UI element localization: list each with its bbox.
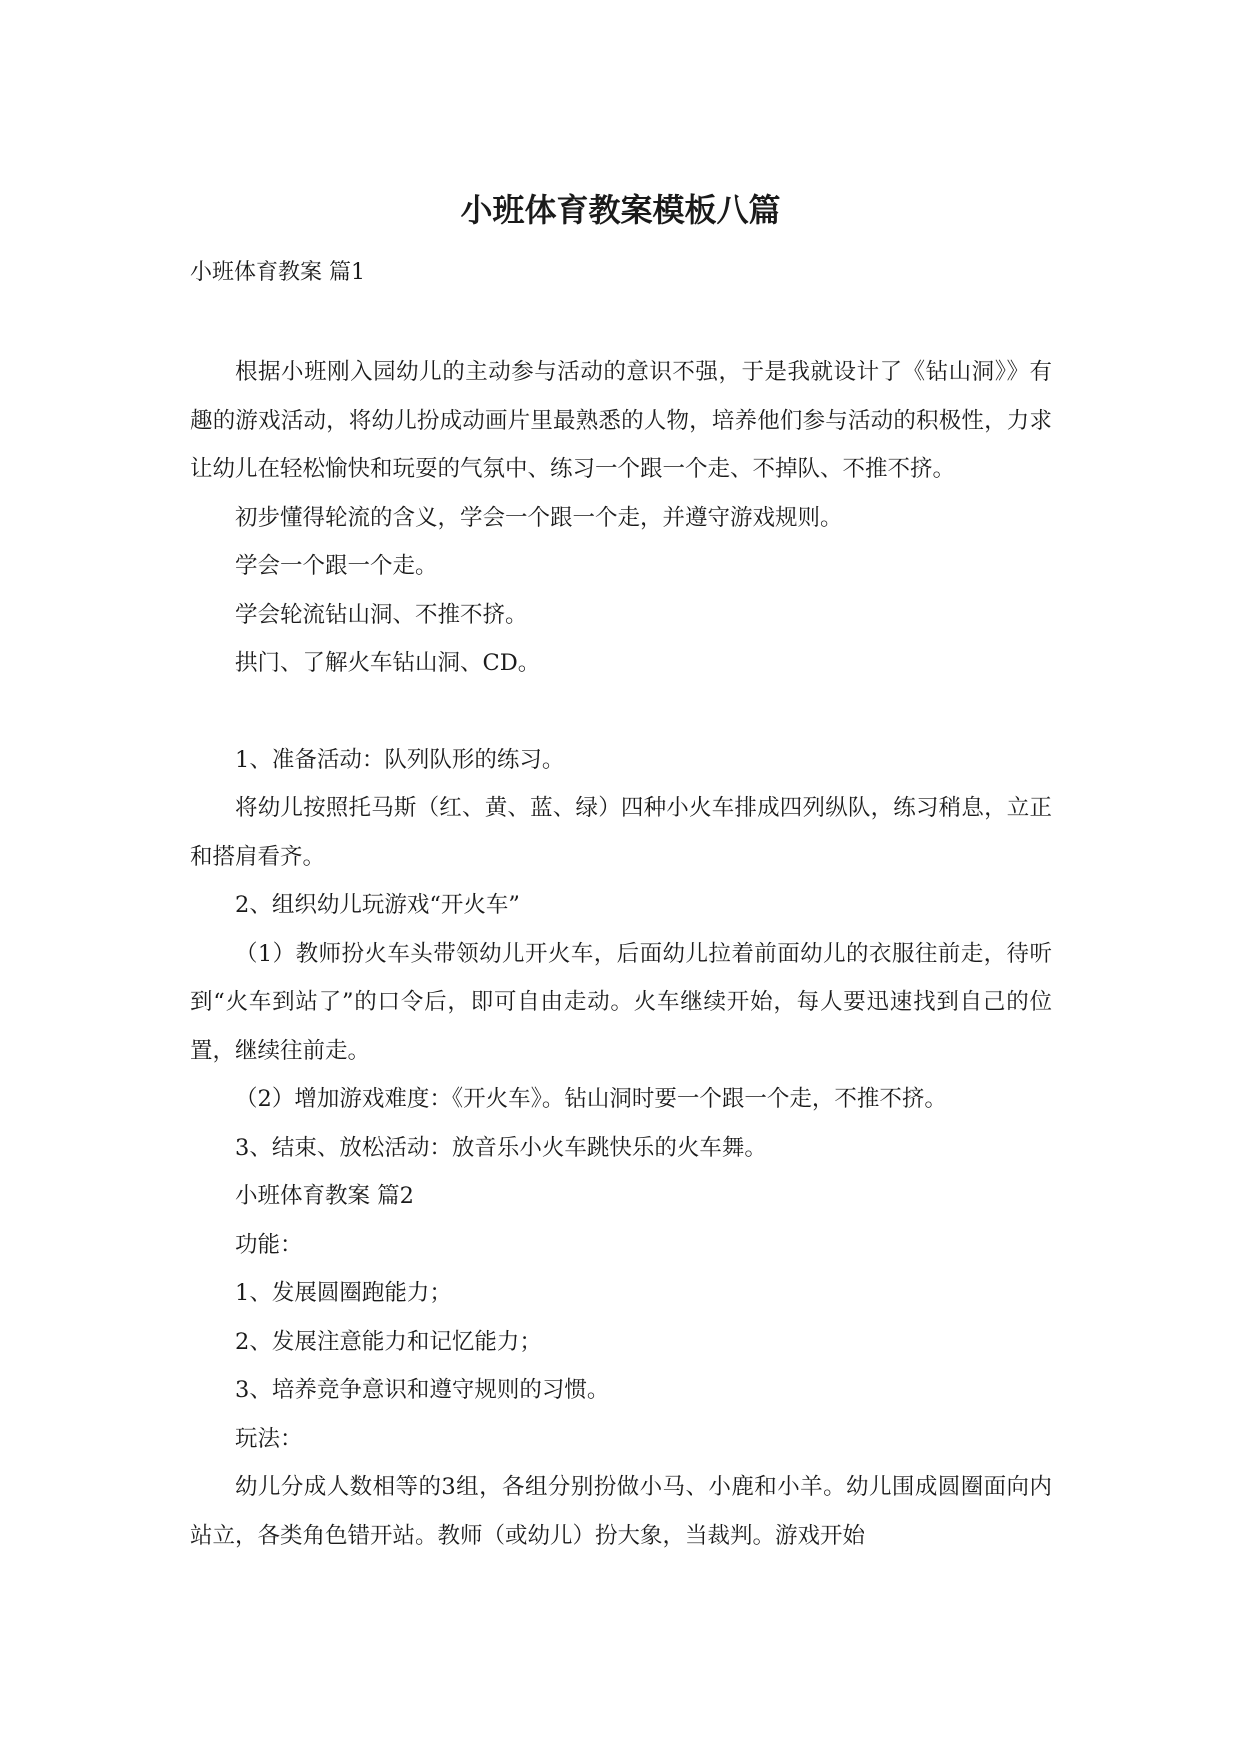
paragraph-step-2-1: （1）教师扮火车头带领幼儿开火车，后面幼儿拉着前面幼儿的衣服往前走，待听到“火车到站了”的口令后，即可自由走动。火车继续开始，每人要迅速找到自己的位置，继续往前走。	[190, 940, 1052, 1064]
paragraph-function-3: 3、培养竞争意识和遵守规则的习惯。	[235, 1377, 610, 1403]
document-title: 小班体育教案模板八篇	[460, 191, 781, 229]
paragraph-materials: 拱门、了解火车钻山洞、CD。	[235, 650, 541, 676]
paragraph-play-detail: 幼儿分成人数相等的3组，各组分别扮做小马、小鹿和小羊。幼儿围成圆圈面向内站立，各类角色错开站。教师（或幼儿）扮大象，当裁判。游戏开始	[190, 1474, 1052, 1549]
paragraph-goal-1: 初步懂得轮流的含义，学会一个跟一个走，并遵守游戏规则。	[235, 504, 843, 531]
paragraph-step-3: 3、结束、放松活动：放音乐小火车跳快乐的火车舞。	[235, 1134, 767, 1161]
paragraph-step-1-detail: 将幼儿按照托马斯（红、黄、蓝、绿）四种小火车排成四列纵队，练习稍息，立正和搭肩看齐。	[190, 795, 1052, 870]
paragraph-function-1: 1、发展圆圈跑能力；	[235, 1280, 452, 1306]
paragraph-step-1: 1、准备活动：队列队形的练习。	[235, 746, 565, 773]
paragraph-spacer	[190, 688, 1052, 736]
paragraph-function-label: 功能：	[235, 1231, 303, 1258]
paragraph-step-2: 2、组织幼儿玩游戏“开火车”	[235, 892, 520, 918]
paragraph-step-2-2: （2）增加游戏难度：《开火车》。钻山洞时要一个跟一个走，不推不挤。	[235, 1086, 947, 1112]
paragraph-play-label: 玩法：	[235, 1425, 303, 1452]
section-heading-2: 小班体育教案 篇2	[235, 1183, 414, 1209]
paragraph-intro: 根据小班刚入园幼儿的主动参与活动的意识不强，于是我就设计了《钻山洞》》有趣的游戏活动，将幼儿扮成动画片里最熟悉的人物，培养他们参与活动的积极性，力求让幼儿在轻松愉快和玩耍的气氛中、练习一个跟一个走、不掉队、不推不挤。	[190, 359, 1052, 482]
paragraph-goal-3: 学会轮流钻山洞、不推不挤。	[235, 601, 528, 628]
paragraph-goal-2: 学会一个跟一个走。	[235, 553, 438, 579]
paragraph-function-2: 2、发展注意能力和记忆能力；	[235, 1328, 542, 1355]
section-heading-1: 小班体育教案 篇1	[190, 260, 365, 285]
document-body	[190, 348, 1052, 1560]
